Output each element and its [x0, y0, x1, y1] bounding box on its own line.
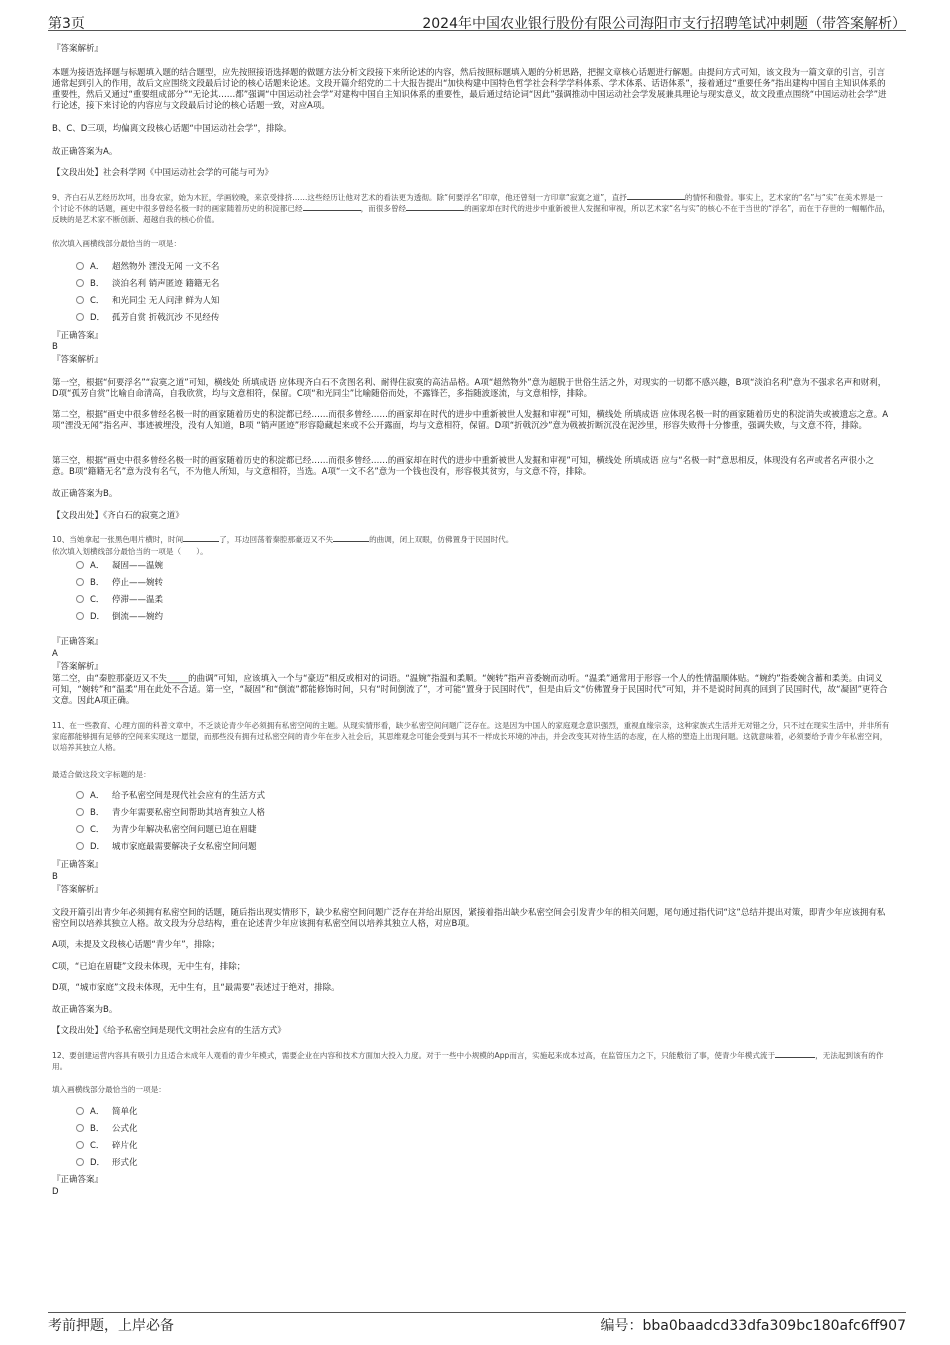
page-footer — [48, 1312, 906, 1343]
q12-answer: D — [52, 1187, 59, 1197]
q9-answer: B — [52, 342, 58, 352]
q9-analysis-p3: 第三空，根据“画史中很多曾经名极一时的画家随着历史的积淀都已经……而很多曾经……的画家却在时代的进步中重新被世人发掘和审视”可知，横线处 所填成语 应与“名极一时”意思相反，体现没有名声或者名声很小之意。B项“籍籍无名”意为没有名气，不为他人所知，与文意相符，当选。A项“一文不名”意为一个钱也没有，形容极其贫穷，与文意不符，排除。 — [52, 456, 875, 477]
q8-analysis-p1: 本题为接语选择题与标题填入题的结合题型，应先按照接语选择题的做题方法分析文段接下来所论述的内容，然后按照标题填入题的分析思路，把握文章核心话题进行解题。由提问方式可知，该文段为一篇文章的引言，引言通常起到引入的作用，故后文应围绕文段最后讨论的核心话题来论述。文段开篇介绍党的二十大报告提出“加快构建中国特色哲学社会科学学科体系、学术体系、话语体系”，接着通过“重要任务”指出建构中国自主知识体系的重要性，然后又通过“重要组成部分”“无论其……都”强调“中国运动社会学”对建构中国自主知识体系的重要性，最后通过结论词“因此”强调推动中国运动社会学发展兼具理论与现实意义，故文段重点围绕“中国运动社会学”进行论述，接下来讨论的内容应与文段最后讨论的核心话题一致，对应A项。 — [52, 68, 887, 111]
q9-analysis-p4: 故正确答案为B。 — [52, 489, 118, 499]
q9-source: 【文段出处】《齐白石的寂寞之道》 — [52, 511, 184, 521]
radio-icon — [76, 1141, 84, 1149]
q10-blank-1 — [183, 541, 219, 542]
q12-answer-label: 『正确答案』 — [52, 1175, 104, 1185]
q9-blank-3 — [406, 210, 464, 211]
q10-option-a[interactable]: A． 凝固——温婉 — [76, 561, 163, 572]
q9-jiexi-label: 『答案解析』 — [52, 355, 104, 365]
q9-answer-label: 『正确答案』 — [52, 331, 104, 341]
radio-icon — [76, 313, 84, 321]
q9-stem: 9、齐白石从艺经历坎坷，出身农家，始为木匠，学画较晚，来京受排挤……这些经历让他对艺术的看法更为透彻。除“何要浮名”印章，他还曾刻一方印章“寂寞之道”，直抒 的情怀和傲骨。事实上，艺术家的“名”与“实”在美术界是一个讨论不休的话题，画史中很多曾经名极一时的画家随着历史的积淀都已经 ，而很多曾经 的画家却在时代的进步中重新被世人发掘和审视，所以艺术家“名与实”的核心不在于当世的“浮名”，而在于存世的一幅幅作品，反映的是艺术家不断创新、超越自我的核心价值。 — [52, 193, 890, 224]
q11-jiexi-label: 『答案解析』 — [52, 885, 104, 895]
q11-stem: 11、在一些教育、心理方面的科普文章中，不乏谈论青少年必须拥有私密空间的主题。从现实情形看，缺少私密空间问题广泛存在。这是因为中国人的家庭观念意识强烈，重视血缘宗亲，这种家族式生活并无对错之分，只不过在现实生活中，并非所有家庭都能够拥有足够的空间来实现这一愿望，而那些没有拥有过私密空间的青少年在步入社会后，其思维观念可能会受到与其不一样成长环境的冲击，并会改变其对待生活的态度，在人格的塑造上出现问题。这就意味着，必须要给予青少年私密空间，以培养其独立人格。 — [52, 721, 890, 752]
q8-analysis-p3: 故正确答案为A。 — [52, 147, 118, 157]
q11-analysis-p1: 文段开篇引出青少年必须拥有私密空间的话题，随后指出现实情形下，缺少私密空间问题广泛存在并给出原因，紧接着指出缺少私密空间会引发青少年的相关问题，尾句通过指代词“这”总结并提出对策，即青少年应该拥有私密空间以培养其独立人格。故文段为分总结构，重在论述青少年应该拥有私密空间以培养其独立人格，对应B项。 — [52, 908, 886, 929]
radio-icon — [76, 842, 84, 850]
q9-option-b[interactable]: B． 淡泊名利 销声匿迹 籍籍无名 — [76, 279, 219, 290]
page-header — [48, 0, 906, 31]
radio-icon — [76, 791, 84, 799]
q12-option-a[interactable]: A． 简单化 — [76, 1107, 138, 1118]
q12-option-d[interactable]: D． 形式化 — [76, 1158, 138, 1169]
radio-icon — [76, 1124, 84, 1132]
radio-icon — [76, 612, 84, 620]
q10-stem: 10、当她拿起一张黑色唱片横时，时间 了，耳边回荡着秦腔那豪迈又不失 的曲调，闭上双眼，仿佛置身于民国时代。 — [52, 535, 514, 544]
q11-analysis-p5: 故正确答案为B。 — [52, 1005, 118, 1015]
q8-source: 【文段出处】社会科学网《中国运动社会学的可能与可为》 — [52, 168, 274, 178]
q8-analysis-p2: B、C、D三项，均偏离文段核心话题“中国运动社会学”，排除。 — [52, 124, 292, 134]
q12-option-b[interactable]: B． 公式化 — [76, 1124, 138, 1135]
radio-icon — [76, 262, 84, 270]
radio-icon — [76, 296, 84, 304]
q9-prompt: 依次填入画横线部分最恰当的一项是： — [52, 239, 182, 248]
q11-analysis-p4: D项，“城市家庭”文段未体现，无中生有，且“最需要”表述过于绝对，排除。 — [52, 983, 340, 993]
q12-option-c[interactable]: C． 碎片化 — [76, 1141, 138, 1152]
q9-option-a[interactable]: A． 超然物外 湮没无闻 一文不名 — [76, 262, 219, 273]
q11-option-c[interactable]: C． 为青少年解决私密空间问题已迫在眉睫 — [76, 825, 257, 836]
footer-slogan: 考前押题，上岸必备 — [48, 1318, 174, 1334]
page-number: 第3页 — [48, 16, 85, 32]
q10-option-c[interactable]: C． 停滞——温柔 — [76, 595, 163, 606]
q12-prompt: 填入画横线部分最恰当的一项是： — [52, 1085, 166, 1094]
q10-option-b[interactable]: B． 停止——婉转 — [76, 578, 163, 589]
q11-answer-label: 『正确答案』 — [52, 860, 104, 870]
q9-option-c[interactable]: C． 和光同尘 无人问津 鲜为人知 — [76, 296, 219, 307]
q9-analysis-p1: 第一空，根据“何要浮名”“寂寞之道”可知，横线处 所填成语 应体现齐白石不贪图名利、耐得住寂寞的高洁品格。A项“超然物外”意为超脱于世俗生活之外，对现实的一切都不感兴趣，B项“淡泊名利”意为不强求名声和财利，D项“孤芳自赏”比喻自命清高，自我欣赏，均与文意相符，保留。C项“和光同尘”比喻随俗而处，不露锋芒，多指随波逐流，与文意相悖，排除。 — [52, 378, 887, 399]
q11-analysis-p2: A项，未提及文段核心话题“青少年”，排除； — [52, 940, 220, 950]
q11-option-d[interactable]: D． 城市家庭最需要解决子女私密空间问题 — [76, 842, 257, 853]
radio-icon — [76, 279, 84, 287]
q11-answer: B — [52, 872, 58, 882]
q9-analysis-p2: 第二空，根据“画史中很多曾经名极一时的画家随着历史的积淀都已经……而很多曾经……的画家却在时代的进步中重新被世人发掘和审视”可知，横线处 所填成语 应体现名极一时的画家随着历史的积淀消失或被遗忘之意。A项“湮没无闻”指名声、事迹被埋没，没有人知道，B项 “销声匿迹”形容隐藏起来或不公开露面，均与文意相符，保留。D项“折戟沉沙”意为戟被折断沉没在泥沙里，形容失败得十分惨重，强调失败，与文意不符，排除。 — [52, 410, 889, 431]
q10-answer-label: 『正确答案』 — [52, 637, 104, 647]
radio-icon — [76, 595, 84, 603]
q11-source: 【文段出处】《给予私密空间是现代文明社会应有的生活方式》 — [52, 1026, 286, 1036]
radio-icon — [76, 825, 84, 833]
q11-analysis-p3: C项，“已迫在眉睫”文段未体现，无中生有，排除； — [52, 962, 246, 972]
q10-blank-2 — [333, 541, 369, 542]
q10-answer: A — [52, 649, 58, 659]
q8-jiexi-label: 『答案解析』 — [52, 44, 104, 54]
q12-stem: 12、要创建运营内容具有吸引力且适合未成年人观看的青少年模式，需要企业在内容和技术方面加大投入力度。对于一些中小规模的App而言，实施起来成本过高，在监管压力之下，只能敷衍了事，使青少年模式流于 ，无法起到该有的作用。 — [52, 1051, 884, 1071]
document-id: 编号：bba0baadcd33dfa309bc180afc6ff907 — [600, 1318, 906, 1334]
q10-jiexi-label: 『答案解析』 — [52, 662, 104, 672]
q11-option-b[interactable]: B． 青少年需要私密空间帮助其培育独立人格 — [76, 808, 265, 819]
document-title: 2024年中国农业银行股份有限公司海阳市支行招聘笔试冲刺题（带答案解析） — [422, 16, 906, 32]
q9-blank-1 — [627, 199, 685, 200]
q10-analysis-p1: 第二空，由“秦腔那豪迈又不失_____的曲调”可知，应该填入一个与“豪迈”相反或相对的词语。“温婉”指温和柔顺。“婉转”指声音委婉而动听。“温柔”通常用于形容一个人的性情温顺体贴。“婉约”指委婉含蓄和柔美。由词义可知，“婉转”和“温柔”用在此处不合适。第一空，“凝固”和“倒流”都能修饰时间，只有“时间倒流了”，才可能“置身于民国时代”，但是由后文“仿佛置身于民国时代”可知，并不是说时间真的回到了民国时代，故“凝固”更符合文意。因此A项正确。 — [52, 674, 888, 706]
q10-prompt: 依次填入划横线部分最恰当的一项是（ ）。 — [52, 547, 208, 556]
q11-option-a[interactable]: A． 给予私密空间是现代社会应有的生活方式 — [76, 791, 265, 802]
radio-icon — [76, 578, 84, 586]
q11-prompt: 最适合做这段文字标题的是： — [52, 770, 151, 779]
q12-blank-1 — [775, 1057, 815, 1058]
radio-icon — [76, 1158, 84, 1166]
q9-option-d[interactable]: D． 孤芳自赏 折戟沉沙 不见经传 — [76, 313, 219, 324]
radio-icon — [76, 1107, 84, 1115]
q10-option-d[interactable]: D． 倒流——婉约 — [76, 612, 163, 623]
radio-icon — [76, 808, 84, 816]
q9-blank-2 — [303, 210, 361, 211]
radio-icon — [76, 561, 84, 569]
